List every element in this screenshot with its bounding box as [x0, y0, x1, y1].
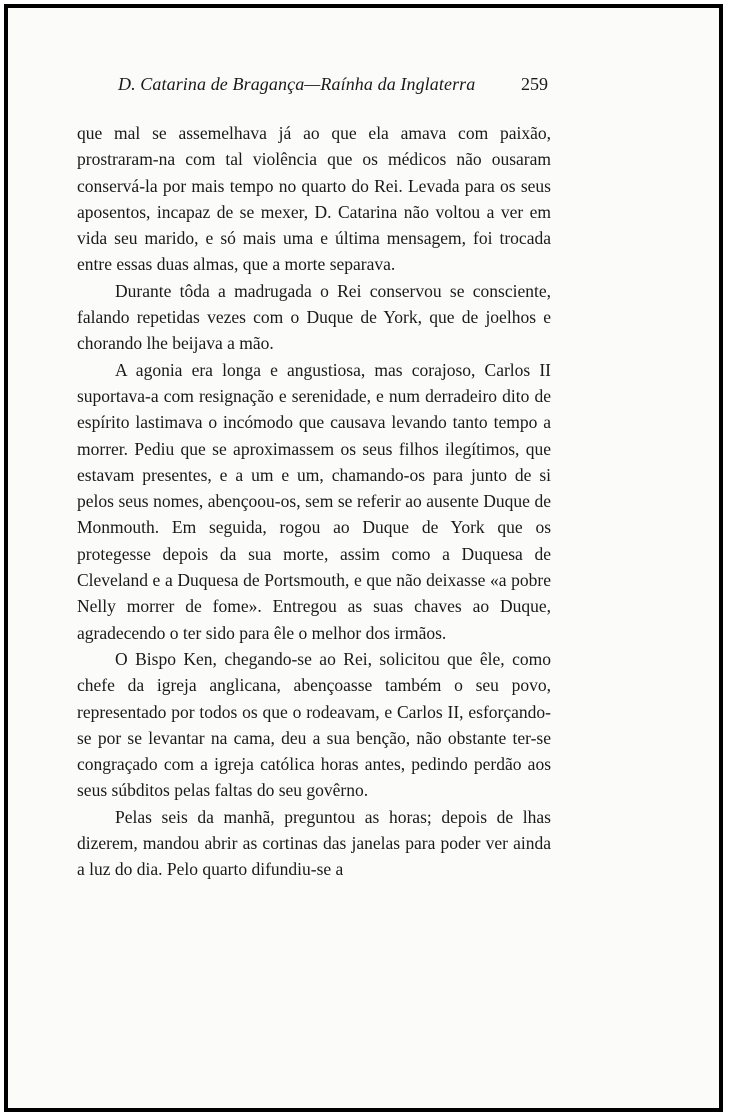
paragraph: A agonia era longa e angustiosa, mas corajoso, Carlos II suportava-a com resignação e serenidade, e num derradeiro dito de espírito lastimava o incómodo que causava levando tanto tempo a morrer. Pediu que se aproximassem os seus filhos ilegítimos, que estavam presentes, e a um e um, chamando-os para junto de si pelos seus nomes, abençoou-os, sem se referir ao ausente Duque de Monmouth. Em seguida, rogou ao Duque de York que os protegesse depois da sua morte, assim como a Duquesa de Cleveland e a Duquesa de Portsmouth, e que não deixasse «a pobre Nelly morrer de fome». Entregou as suas chaves ao Duque, agradecendo o ter sido para êle o melhor dos irmãos.: [77, 359, 551, 643]
body-text: [77, 120, 551, 883]
running-header: [118, 74, 548, 102]
paragraph: Pelas seis da manhã, preguntou as horas; depois de lhas dizerem, mandou abrir as cortinas das janelas para poder ver ainda a luz do dia. Pelo quarto difundiu-se a: [77, 806, 551, 880]
paragraph: Durante tôda a madrugada o Rei conservou se consciente, falando repetidas vezes com o Duque de York, que de joelhos e chorando lhe beijava a mão.: [77, 280, 551, 354]
paragraph: que mal se assemelhava já ao que ela amava com paixão, prostraram-na com tal violência que os médicos não ousaram conservá-la por mais tempo no quarto do Rei. Levada para os seus aposentos, incapaz de se mexer, D. Catarina não voltou a ver em vida seu marido, e só mais uma e última mensagem, foi trocada entre essas duas almas, que a morte separava.: [77, 123, 551, 275]
paragraph: O Bispo Ken, chegando-se ao Rei, solicitou que êle, como chefe da igreja anglicana, abençoasse também o seu povo, representado por todos os que o rodeavam, e Carlos II, esforçando-se por se levantar na cama, deu a sua benção, não obstante ter-se congraçado com a igreja católica horas antes, pedindo perdão aos seus súbditos pelas faltas do seu govêrno.: [77, 648, 551, 801]
page-number: 259: [521, 74, 548, 94]
running-title: D. Catarina de Bragança—Raínha da Inglaterra: [118, 74, 476, 94]
